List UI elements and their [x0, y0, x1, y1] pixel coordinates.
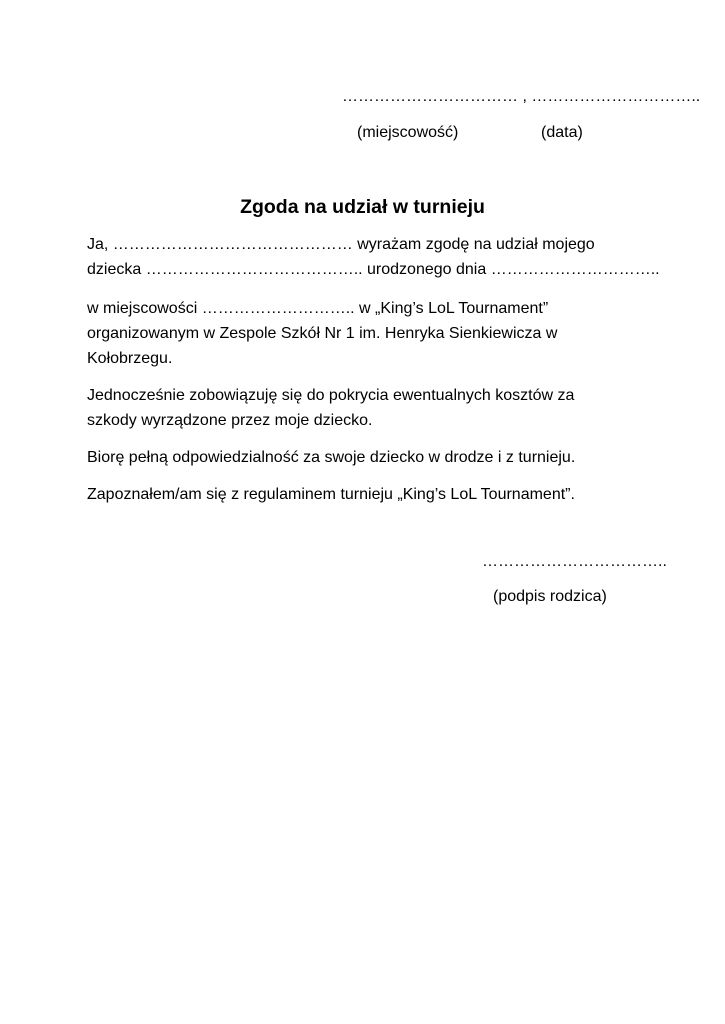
paragraph-consent [87, 232, 660, 282]
document-title: Zgoda na udział w turnieju [240, 196, 485, 218]
place-label: (miejscowość) [357, 124, 459, 141]
paragraph-line: Biorę pełną odpowiedzialność za swoje dziecko w drodze i z turnieju. [87, 449, 576, 466]
signature-blank: …………………………….. [482, 553, 667, 570]
paragraph-line: szkody wyrządzone przez moje dziecko. [87, 412, 373, 429]
paragraph-location [87, 296, 647, 371]
paragraph-responsibility [87, 445, 647, 470]
paragraph-line: Kołobrzegu. [87, 350, 173, 367]
signature-label: (podpis rodzica) [493, 588, 607, 605]
paragraph-costs [87, 383, 647, 433]
paragraph-line: organizowanym w Zespole Szkół Nr 1 im. Henryka Sienkiewicza w [87, 325, 558, 342]
paragraph-line: Jednocześnie zobowiązuję się do pokrycia ewentualnych kosztów za [87, 387, 575, 404]
paragraph-line: w miejscowości ……………………….. w „King’s LoL Tournament” [87, 300, 549, 317]
paragraph-line: dziecka ………………………………….. urodzonego dnia ………………………….. [87, 261, 660, 278]
paragraph-rules [87, 482, 647, 507]
date-label: (data) [541, 124, 583, 141]
paragraph-line: Ja, ……………………………………… wyrażam zgodę na udział mojego [87, 236, 595, 253]
paragraph-line: Zapoznałem/am się z regulaminem turnieju „King’s LoL Tournament”. [87, 486, 575, 503]
place-date-blank: …………………………… , ………………………….. [342, 88, 701, 105]
